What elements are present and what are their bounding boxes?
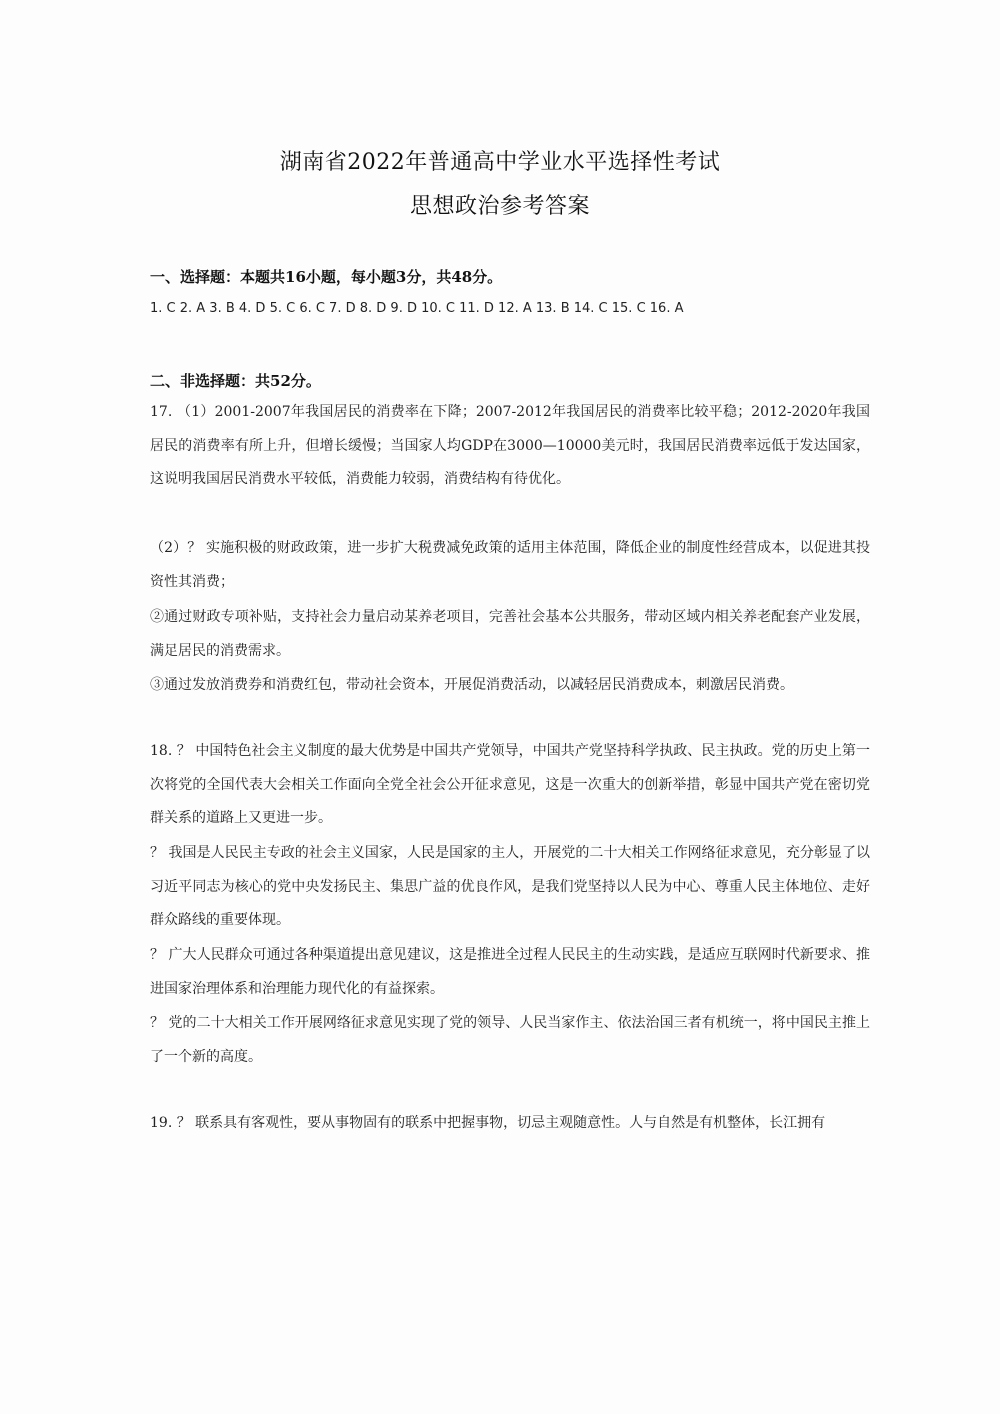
answer-paragraph-q17-part1: 17. （1）2001-2007年我国居民的消费率在下降；2007-2012年我国居民的消费率比较平稳；2012-2020年我国居民的消费率有所上升，但增长缓慢；当国家人均GDP在3000—10000美元时，我国居民消费率远低于发达国家，这说明我国居民消费水平较低，消费能力较弱，消费结构有待优化。: [150, 404, 870, 487]
answer-paragraph-q17-part2-point3: ③通过发放消费券和消费红包，带动社会资本，开展促消费活动，以减轻居民消费成本，刺激居民消费。: [150, 677, 794, 693]
answer-key-line: 1. C 2. A 3. B 4. D 5. C 6. C 7. D 8. D 9. D 10. C 11. D 12. A 13. B 14. C 15. C 16. A: [150, 301, 684, 316]
answer-paragraph-q18-point3: ？ 广大人民群众可通过各种渠道提出意见建议，这是推进全过程人民民主的生动实践，是适应互联网时代新要求、推进国家治理体系和治理能力现代化的有益探索。: [150, 947, 870, 997]
document-subtitle: 思想政治参考答案: [409, 194, 590, 219]
answer-paragraph-q17-part2-point2: ②通过财政专项补贴，支持社会力量启动某养老项目，完善社会基本公共服务，带动区域内相关养老配套产业发展，满足居民的消费需求。: [150, 609, 870, 659]
answer-paragraph-q19-point1: 19. ？ 联系具有客观性，要从事物固有的联系中把握事物，切忌主观随意性。人与自然是有机整体，长江拥有: [150, 1115, 826, 1131]
answer-paragraph-q18-point1: 18. ？ 中国特色社会主义制度的最大优势是中国共产党领导，中国共产党坚持科学执政、民主执政。党的历史上第一次将党的全国代表大会相关工作面向全党全社会公开征求意见，这是一次重大的创新举措，彰显中国共产党在密切党群关系的道路上又更进一步。: [150, 743, 870, 826]
section-heading-multiple-choice: 一、选择题：本题共16小题，每小题3分，共48分。: [150, 268, 503, 286]
answer-paragraph-q18-point4: ？ 党的二十大相关工作开展网络征求意见实现了党的领导、人民当家作主、依法治国三者有机统一，将中国民主推上了一个新的高度。: [150, 1015, 870, 1065]
answer-paragraph-q17-part2-point1: （2）？ 实施积极的财政政策，进一步扩大税费减免政策的适用主体范围，降低企业的制度性经营成本，以促进其投资性其消费；: [150, 540, 870, 590]
document-title: 湖南省2022年普通高中学业水平选择性考试: [279, 150, 721, 175]
section-heading-non-choice: 二、非选择题：共52分。: [150, 372, 321, 390]
answer-paragraph-q18-point2: ？ 我国是人民民主专政的社会主义国家，人民是国家的主人，开展党的二十大相关工作网络征求意见，充分彰显了以习近平同志为核心的党中央发扬民主、集思广益的优良作风，是我们党坚持以人民为中心、尊重人民主体地位、走好群众路线的重要体现。: [150, 845, 870, 928]
